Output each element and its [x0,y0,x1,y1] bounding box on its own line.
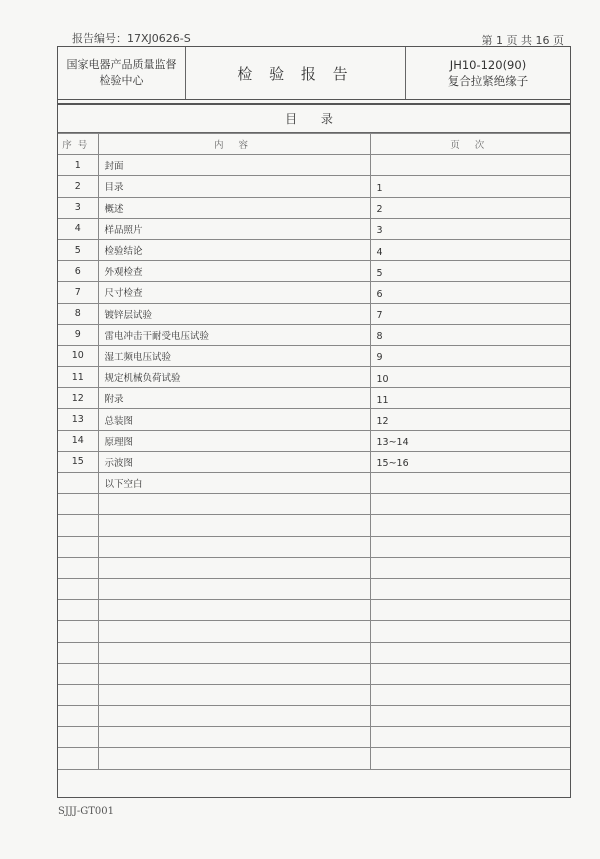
toc-row [58,261,570,282]
row-content: 附录 [98,388,370,409]
column-header-content: 内 容 [98,134,370,155]
row-number [58,494,98,515]
column-header-no: 序号 [58,134,98,155]
form-code: SJJJ-GT001 [58,806,115,817]
toc-row [58,451,570,472]
toc-empty-row [58,600,570,621]
row-content [98,600,370,621]
product-cell [406,47,570,99]
row-number [58,621,98,642]
column-header-page: 页 次 [370,134,570,155]
row-page [370,515,570,536]
toc-row [58,388,570,409]
row-content: 概述 [98,197,370,218]
toc-row [58,155,570,176]
product-name: 复合拉紧绝缘子 [447,74,529,88]
toc-row [58,176,570,197]
row-content: 以下空白 [98,473,370,494]
toc-title: 目 录 [58,105,570,133]
row-page: 10 [370,367,570,388]
row-number: 12 [58,388,98,409]
row-number [58,473,98,494]
toc-row [58,367,570,388]
row-page [370,557,570,578]
row-page: 7 [370,303,570,324]
page-info: 第 1 页 共 16 页 [481,34,564,47]
row-page: 15~16 [370,451,570,472]
row-content [98,663,370,684]
toc-empty-row [58,494,570,515]
row-number: 1 [58,155,98,176]
row-page [370,663,570,684]
toc-empty-row [58,748,570,769]
toc-row [58,282,570,303]
report-title: 检 验 报 告 [186,47,406,99]
row-page: 2 [370,197,570,218]
toc-empty-row [58,557,570,578]
toc-empty-row [58,515,570,536]
row-content: 湿工频电压试验 [98,345,370,366]
row-content [98,684,370,705]
row-number: 8 [58,303,98,324]
toc-section [58,103,570,797]
row-page [370,536,570,557]
row-content [98,578,370,599]
toc-empty-row [58,621,570,642]
row-number [58,600,98,621]
row-number [58,748,98,769]
row-content [98,515,370,536]
row-content: 规定机械负荷试验 [98,367,370,388]
row-page: 9 [370,345,570,366]
row-page [370,727,570,748]
row-number [58,727,98,748]
product-model: JH10-120(90) [449,58,527,72]
row-page: 11 [370,388,570,409]
report-number: 报告编号：17XJ0626-S [72,32,191,45]
row-page: 5 [370,261,570,282]
row-content: 目录 [98,176,370,197]
toc-empty-row [58,684,570,705]
toc-row [58,218,570,239]
row-number: 15 [58,451,98,472]
toc-row [58,197,570,218]
row-page: 3 [370,218,570,239]
row-page [370,494,570,515]
row-content: 原理图 [98,430,370,451]
row-page [370,748,570,769]
toc-row [58,473,570,494]
organization-line-1: 国家电器产品质量监督 [66,58,177,71]
row-number [58,706,98,727]
row-number: 4 [58,218,98,239]
row-number: 13 [58,409,98,430]
row-number [58,578,98,599]
row-number: 3 [58,197,98,218]
row-number [58,557,98,578]
row-number [58,684,98,705]
row-number [58,536,98,557]
row-number: 7 [58,282,98,303]
row-number: 9 [58,324,98,345]
row-page: 1 [370,176,570,197]
row-number [58,642,98,663]
row-page: 13~14 [370,430,570,451]
row-number [58,515,98,536]
row-number: 2 [58,176,98,197]
toc-row [58,239,570,260]
row-page [370,621,570,642]
row-content [98,557,370,578]
row-page [370,155,570,176]
row-content [98,706,370,727]
row-content [98,536,370,557]
row-content: 检验结论 [98,239,370,260]
row-page: 4 [370,239,570,260]
toc-empty-row [58,706,570,727]
report-header [58,47,570,100]
row-page [370,578,570,599]
row-content: 雷电冲击干耐受电压试验 [98,324,370,345]
row-content [98,748,370,769]
toc-body [58,155,570,769]
row-content: 外观检查 [98,261,370,282]
toc-empty-row [58,642,570,663]
toc-row [58,345,570,366]
row-content: 示波图 [98,451,370,472]
row-number: 11 [58,367,98,388]
row-content: 尺寸检查 [98,282,370,303]
toc-empty-row [58,578,570,599]
row-number: 14 [58,430,98,451]
row-page: 6 [370,282,570,303]
row-page [370,600,570,621]
row-content: 总装图 [98,409,370,430]
row-number: 10 [58,345,98,366]
row-content: 封面 [98,155,370,176]
row-content [98,642,370,663]
organization-cell [58,47,186,99]
row-content [98,727,370,748]
row-number: 5 [58,239,98,260]
row-number [58,663,98,684]
toc-row [58,324,570,345]
row-page [370,642,570,663]
row-page [370,706,570,727]
toc-empty-row [58,727,570,748]
toc-empty-row [58,663,570,684]
toc-row [58,303,570,324]
report-frame [57,46,571,798]
toc-row [58,430,570,451]
row-page [370,473,570,494]
row-content: 镀锌层试验 [98,303,370,324]
row-page [370,684,570,705]
row-number: 6 [58,261,98,282]
row-content [98,621,370,642]
row-page: 8 [370,324,570,345]
row-content [98,494,370,515]
row-page: 12 [370,409,570,430]
toc-row [58,409,570,430]
toc-table [58,133,570,770]
organization-line-2: 检验中心 [99,74,144,87]
toc-header-row [58,134,570,155]
toc-empty-row [58,536,570,557]
row-content: 样品照片 [98,218,370,239]
